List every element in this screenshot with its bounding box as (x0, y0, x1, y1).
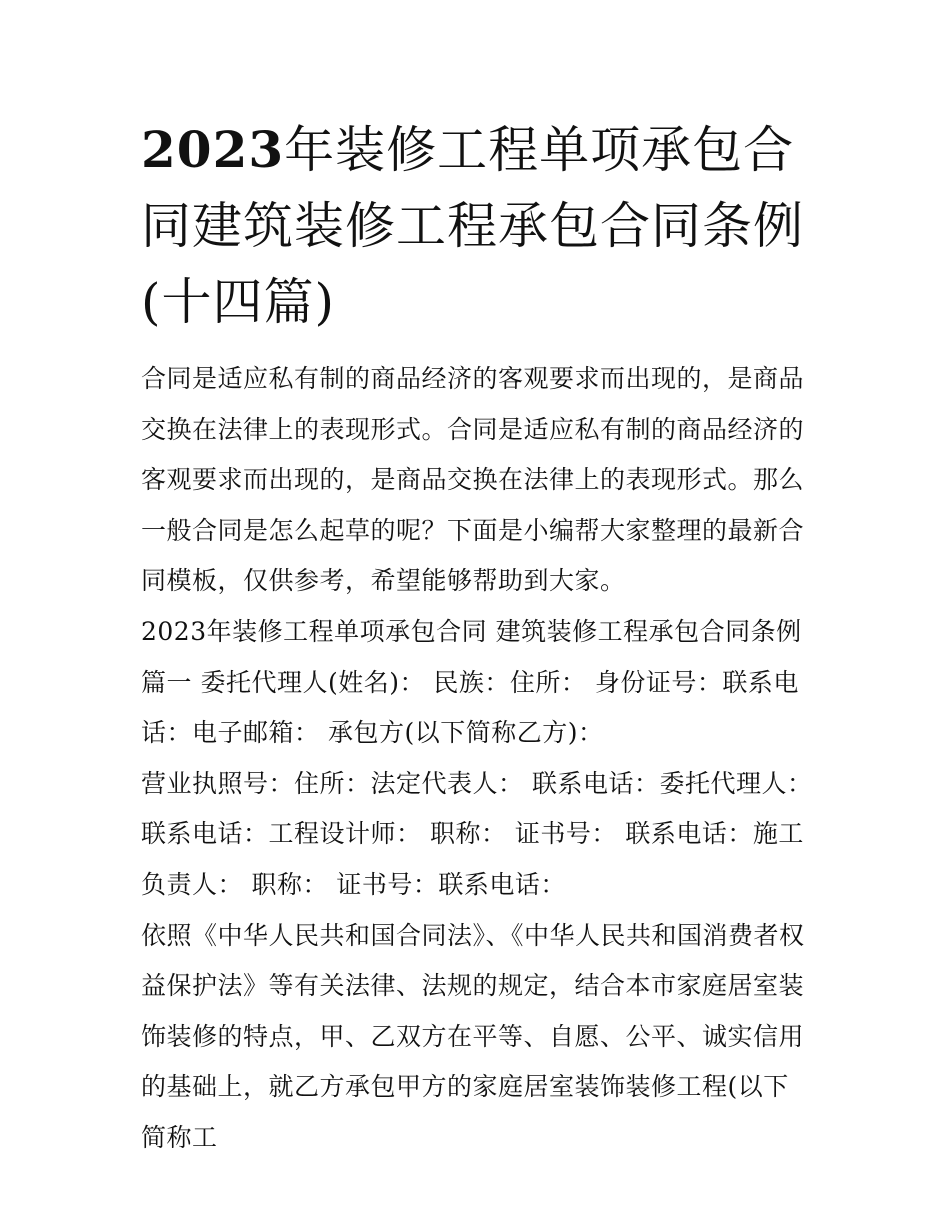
document-page (141, 112, 813, 1164)
title-text: 年装修工程单项承包合同建筑装修工程承包合同条例(十四篇) (141, 121, 804, 331)
intro-paragraph: 合同是适应私有制的商品经济的客观要求而出现的，是商品交换在法律上的表现形式。合同是适应私有制的商品经济的客观要求而出现的，是商品交换在法律上的表现形式。那么一般合同是怎么起草的呢？下面是小编帮大家整理的最新合同模板，仅供参考，希望能够帮助到大家。 (141, 364, 805, 596)
legal-basis-paragraph: 依照《中华人民共和国合同法》、《中华人民共和国消费者权益保护法》等有关法律、法规的规定，结合本市家庭居室装饰装修的特点，甲、乙双方在平等、自愿、公平、诚实信用的基础上，就乙方承包甲方的家庭居室装饰装修工程(以下简称工 (141, 920, 805, 1152)
document-title (141, 112, 813, 340)
contract-heading-paragraph: 2023年装修工程单项承包合同 建筑装修工程承包合同条例篇一 委托代理人(姓名)： 民族：住所： 身份证号：联系电话：电子邮箱： 承包方(以下简称乙方)： (141, 616, 802, 748)
contractor-info-paragraph: 营业执照号：住所：法定代表人： 联系电话：委托代理人：联系电话：工程设计师： 职称： 证书号： 联系电话：施工负责人： 职称： 证书号：联系电话： (141, 768, 813, 899)
title-year: 2023 (141, 120, 285, 179)
document-body (141, 354, 813, 1164)
